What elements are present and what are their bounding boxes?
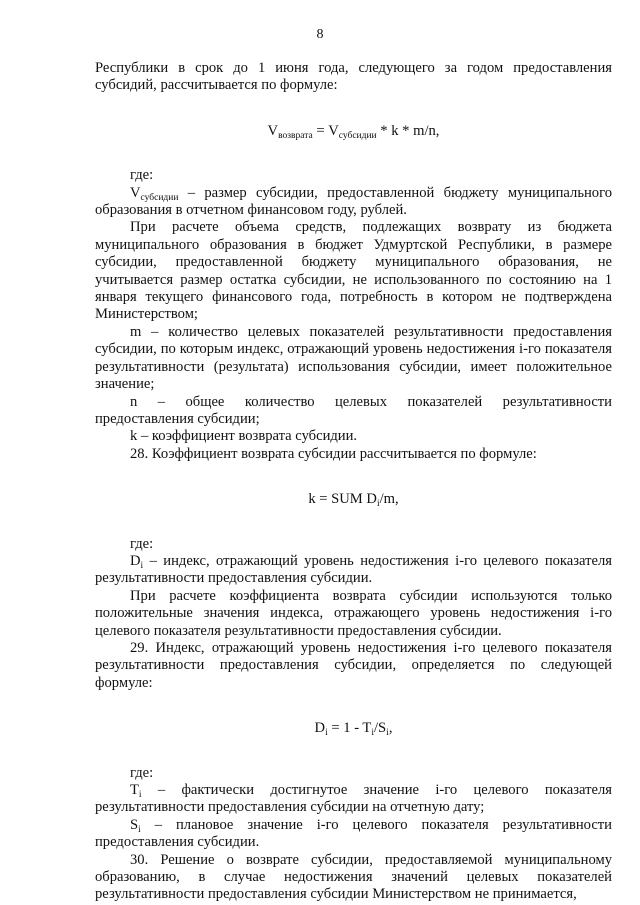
definition-m: m – количество целевых показателей результативности предоставления субсидии, по которым индекс, отражающий уровень недостижения i-го показателя результативности (результата) использования субсидии, имеет положительное значение; [95, 323, 612, 393]
page-number: 8 [316, 27, 324, 42]
formula-index: $D_i = 1 - T_i/S_i$, [314, 720, 393, 739]
definition-si: $S_i$ – плановое значение i-го целевого показателя результативности предоставления субсидии. [95, 816, 612, 851]
where-label: где: [130, 167, 154, 184]
definition-v-subsidy: $V_{субсидии}$ – размер субсидии, предоставленной бюджету муниципального образования в отчетном финансовом году, рублей. [95, 184, 612, 219]
paragraph-30: 30. Решение о возврате субсидии, предоставляемой муниципальному образованию, в случае недостижения значений целевых показателей результативности предоставления субсидии Министерством не принимается, [95, 851, 612, 903]
definition-k: k – коэффициент возврата субсидии. [130, 428, 358, 445]
definition-di: $D_i$ – индекс, отражающий уровень недостижения i-го целевого показателя результативности предоставления субсидии. [95, 552, 612, 587]
where-label-2: где: [130, 535, 154, 552]
formula-coefficient: k = SUM $D_i/m$, [308, 491, 399, 510]
paragraph-29: 29. Индекс, отражающий уровень недостижения i-го целевого показателя результативности предоставления субсидии, определяется по следующей формуле: [95, 639, 612, 691]
document-body [95, 60, 612, 904]
paragraph-intro: Республики в срок до 1 июня года, следующего за годом предоставления субсидий, рассчитывается по формуле: [95, 60, 612, 94]
formula-return-volume: $V_{возврата} = V_{субсидии} * k * m/n$, [267, 122, 440, 141]
paragraph-calculation: При расчете объема средств, подлежащих возврату из бюджета муниципального образования в бюджет Удмуртской Республики, в размере субсидии, предоставленной бюджету муниципального образования, не учитывается размер остатка субсидии, не использованного по состоянию на 1 января текущего финансового года, потребность в котором не подтверждена Министерством; [95, 219, 612, 323]
paragraph-28: 28. Коэффициент возврата субсидии рассчитывается по формуле: [130, 445, 537, 462]
definition-ti: $T_i$ – фактически достигнутое значение i-го целевого показателя результативности предоставления субсидии на отчетную дату; [95, 782, 612, 816]
paragraph-coefficient-values: При расчете коэффициента возврата субсидии используются только положительные значения индекса, отражающего уровень недостижения i-го целевого показателя результативности предоставления субсидии. [95, 587, 612, 639]
definition-n: n – общее количество целевых показателей результативности предоставления субсидии; [95, 393, 612, 427]
where-label-3: где: [130, 764, 154, 781]
